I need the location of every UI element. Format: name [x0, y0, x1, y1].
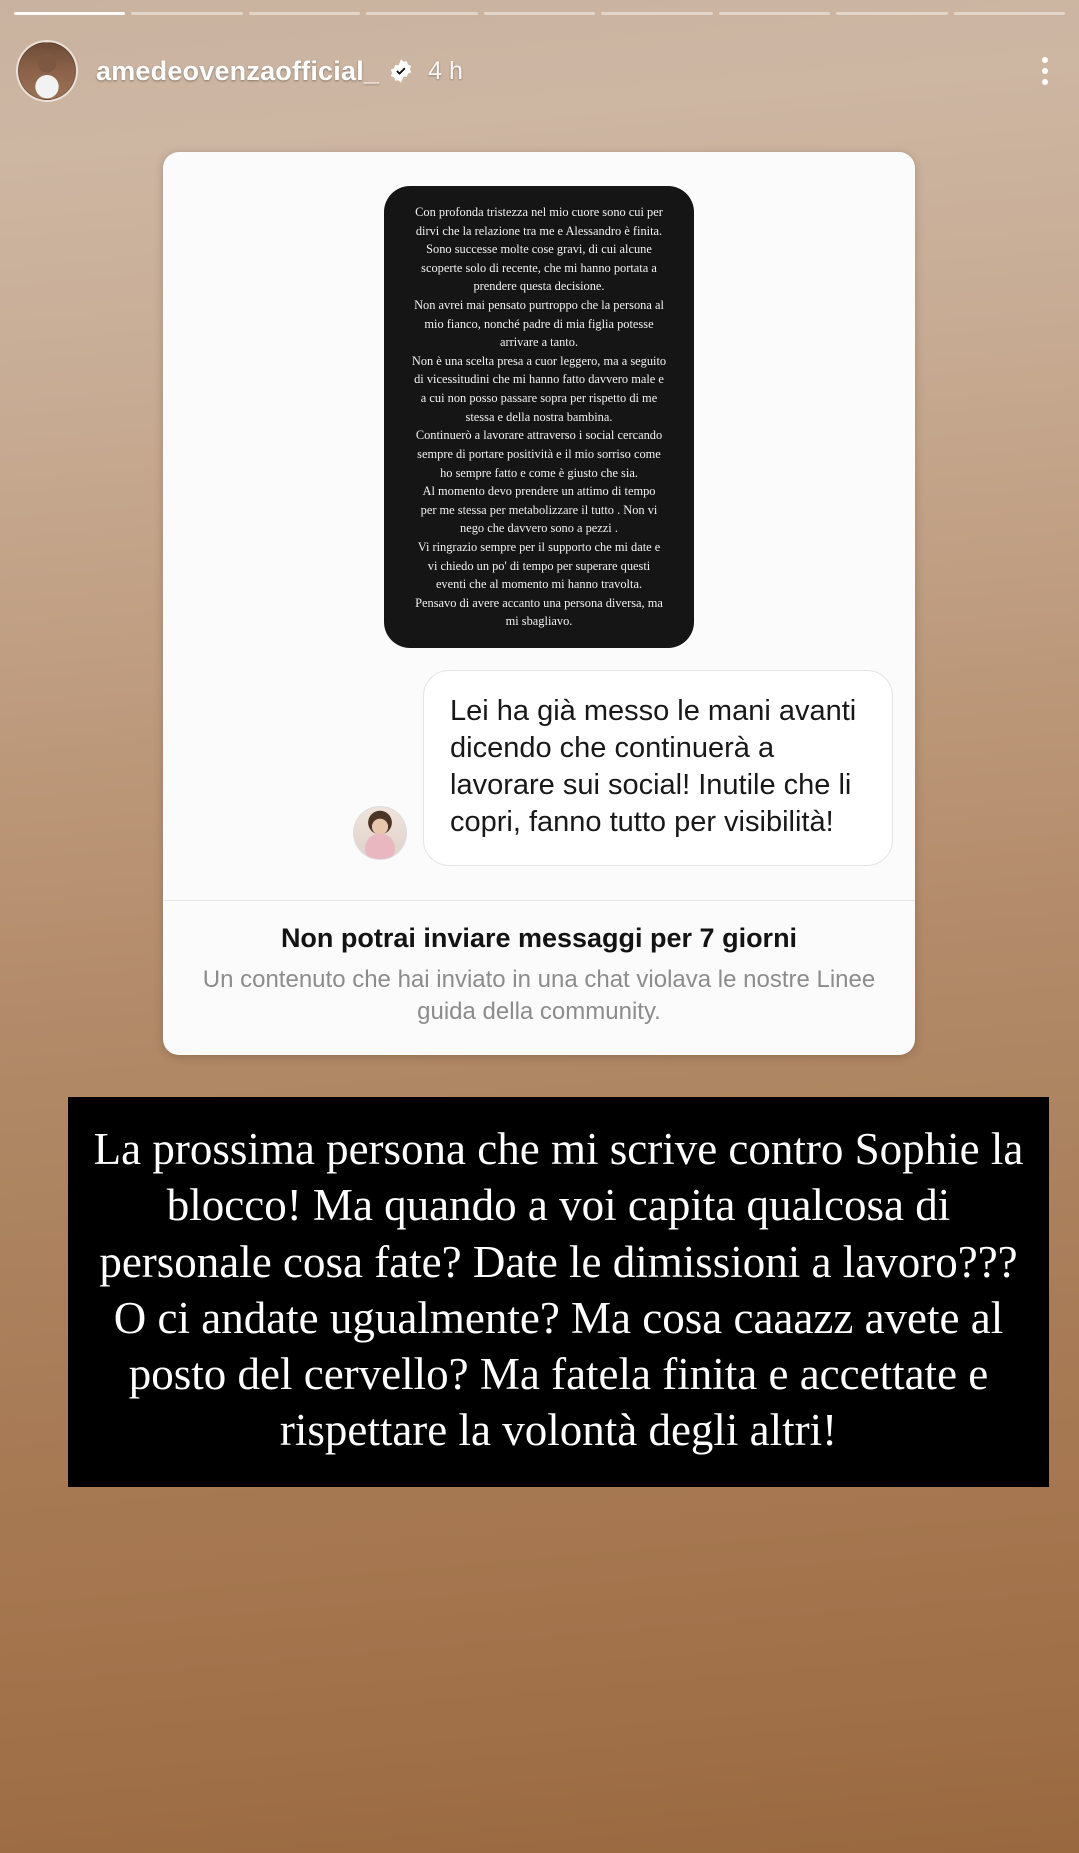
dark-message-line: prendere questa decisione. [473, 279, 605, 294]
reply-message-row [353, 670, 915, 866]
restriction-notice-title: Non potrai inviare messaggi per 7 giorni [280, 923, 798, 954]
dark-message-line: Continuerò a lavorare attraverso i social cercando [415, 428, 663, 443]
dark-message-line: mi sbagliavo. [505, 614, 573, 629]
story-progress-bar[interactable] [14, 12, 1065, 16]
avatar[interactable] [16, 40, 78, 102]
dark-message-line: nego che davvero sono a pezzi . [460, 521, 618, 536]
story-caption-text: La prossima persona che mi scrive contro Sophie la blocco! Ma quando a voi capita qualcosa di personale cosa fate? Date le dimissioni a lavoro??? O ci andate ugualmente? Ma cosa caaazz avete al posto del cervello? Ma fatela finita e accettate e rispettare la volontà degli altri! [68, 1097, 1049, 1487]
dark-message-line: eventi che al momento mi hanno travolta. [435, 577, 643, 592]
story-header [16, 38, 1063, 104]
dark-message-line: Al momento devo prendere un attimo di tempo [422, 484, 656, 499]
restriction-notice [163, 901, 915, 1052]
profile-avatar-image [18, 42, 76, 100]
dark-message-line: Non è una scelta presa a cuor leggero, ma a seguito [411, 353, 667, 368]
progress-segment[interactable] [954, 12, 1065, 15]
dark-message-line: a cui non posso passare sopra per rispetto di me [420, 391, 658, 406]
dark-message-line: Non avrei mai pensato purtroppo che la persona al [414, 298, 664, 313]
progress-segment[interactable] [366, 12, 477, 15]
more-options-icon[interactable] [1027, 51, 1063, 91]
dark-message-line: per me stessa per metabolizzare il tutto . Non vi [420, 502, 658, 517]
progress-segment[interactable] [601, 12, 712, 15]
dark-message-line: Sono successe molte cose gravi, di cui alcune [426, 242, 652, 257]
dark-message-line: Con profonda tristezza nel mio cuore sono cui per [415, 205, 663, 219]
username-label[interactable]: amedeovenzaofficial_ [96, 55, 380, 86]
dark-message-line: Vi ringrazio sempre per il supporto che mi date e [417, 539, 661, 554]
progress-segment[interactable] [249, 12, 360, 15]
progress-segment[interactable] [131, 12, 242, 15]
dark-message-line: di vicessitudini che mi hanno fatto davvero male e [414, 372, 664, 387]
progress-segment[interactable] [484, 12, 595, 15]
dark-message-line: mio fianco, nonché padre di mia figlia potesse [424, 316, 654, 331]
dark-message-line: Pensavo di avere accanto una persona diversa, ma [415, 595, 663, 610]
dark-message-line: sempre di portare positività e il mio sorriso come [417, 446, 661, 461]
dark-message-line: vi chiedo un po' di tempo per superare questi [427, 558, 651, 573]
dark-message-line: stessa e della nostra bambina. [465, 409, 613, 424]
reply-user-avatar [353, 806, 407, 860]
dark-message-line: ho sempre fatto e come è giusto che sia. [440, 465, 638, 480]
reply-message-bubble: Lei ha già messo le mani avanti dicendo che continuerà a lavorare sui social! Inutile che li copri, fanno tutto per visibilità! [423, 670, 893, 866]
dark-message-line: dirvi che la relazione tra me e Alessandro è finita. [415, 223, 663, 238]
restriction-notice-body: Un contenuto che hai inviato in una chat violava le nostre Linee guida della community. [202, 966, 876, 1025]
progress-segment[interactable] [14, 12, 125, 15]
progress-segment[interactable] [836, 12, 947, 15]
dark-message-line: scoperte solo di recente, che mi hanno portata a [421, 260, 657, 275]
dark-message-bubble [384, 186, 694, 648]
progress-segment[interactable] [719, 12, 830, 15]
verified-badge-icon [388, 58, 414, 84]
dark-message-line: arrivare a tanto. [499, 335, 579, 350]
shared-screenshot-card [163, 152, 915, 1055]
story-timestamp: 4 h [428, 56, 463, 85]
